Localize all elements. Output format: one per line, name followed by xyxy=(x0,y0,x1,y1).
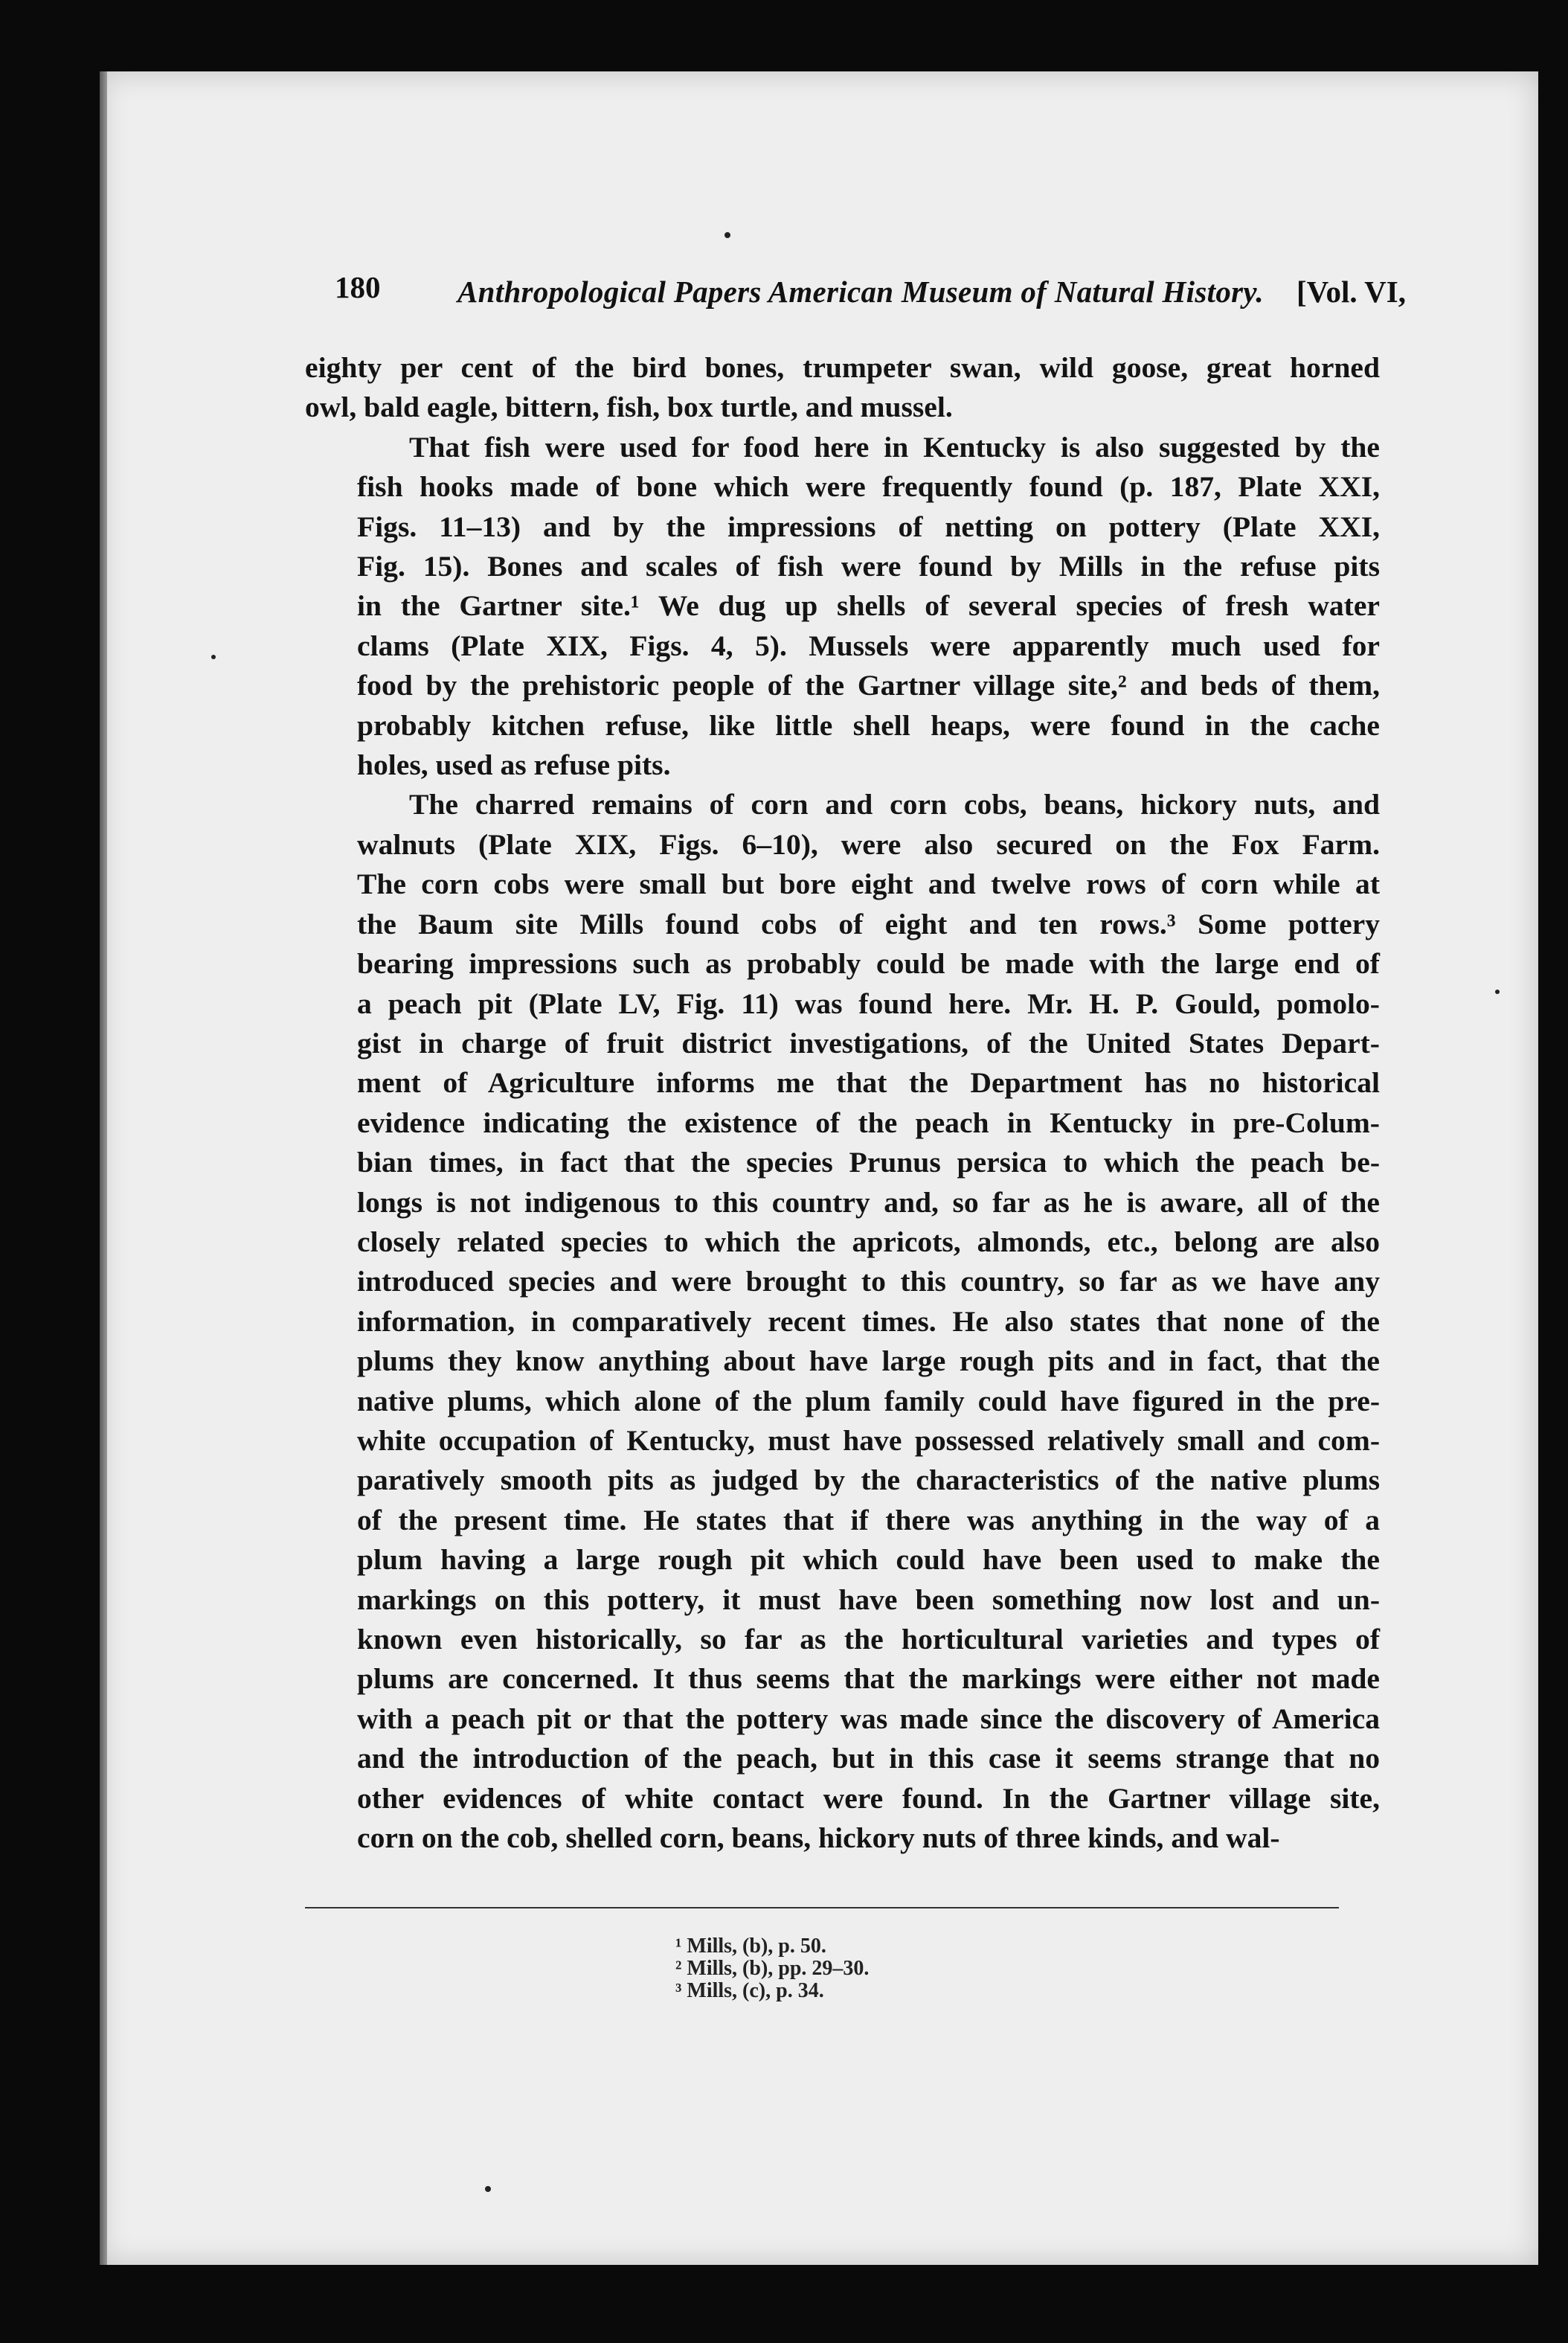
text-line: other evidences of white contact were found. In the Gartner village site, xyxy=(357,1781,1380,1815)
text-line: native plums, which alone of the plum family could have figured in the pre- xyxy=(357,1384,1380,1417)
footnote: ³ Mills, (c), p. 34. xyxy=(675,1979,824,2002)
body-text xyxy=(305,348,1380,1858)
text-line: The charred remains of corn and corn cobs, beans, hickory nuts, and xyxy=(409,788,1380,821)
text-line: clams (Plate XIX, Figs. 4, 5). Mussels were apparently much used for xyxy=(357,629,1380,662)
text-line: holes, used as refuse pits. xyxy=(357,749,671,782)
text-line: closely related species to which the apricots, almonds, etc., belong are also xyxy=(357,1225,1380,1258)
text-line: and the introduction of the peach, but in this case it seems strange that no xyxy=(357,1742,1380,1775)
text-line: longs is not indigenous to this country and, so far as he is aware, all of the xyxy=(357,1185,1380,1219)
footnotes xyxy=(675,1935,869,2002)
text-line: ment of Agriculture informs me that the Department has no historical xyxy=(357,1066,1380,1100)
text-line: the Baum site Mills found cobs of eight and ten rows.³ Some pottery xyxy=(357,907,1380,940)
text-line: plums they know anything about have large rough pits and in fact, that the xyxy=(357,1344,1380,1378)
footnote: ² Mills, (b), pp. 29–30. xyxy=(675,1957,870,1980)
running-header xyxy=(335,269,1406,314)
text-line: information, in comparatively recent times. He also states that none of the xyxy=(357,1304,1380,1338)
text-line: markings on this pottery, it must have been something now lost and un- xyxy=(357,1583,1380,1616)
page-binding-edge xyxy=(100,71,107,2265)
paragraph xyxy=(305,348,1380,428)
text-line: walnuts (Plate XIX, Figs. 6–10), were also secured on the Fox Farm. xyxy=(357,827,1380,861)
paragraph xyxy=(305,428,1380,786)
running-title: Anthropological Papers American Museum of Natural History. xyxy=(457,275,1264,309)
speck-mark xyxy=(724,232,730,238)
text-line: evidence indicating the existence of the peach in Kentucky in pre-Colum- xyxy=(357,1106,1380,1139)
text-line: food by the prehistoric people of the Gartner village site,² and beds of them, xyxy=(357,669,1380,702)
text-line: corn on the cob, shelled corn, beans, hickory nuts of three kinds, and wal- xyxy=(357,1821,1280,1855)
text-line: eighty per cent of the bird bones, trumpeter swan, wild goose, great horned xyxy=(305,351,1380,384)
speck-mark xyxy=(1495,990,1500,994)
text-line: of the present time. He states that if there was anything in the way of a xyxy=(357,1503,1380,1536)
footnote-rule xyxy=(305,1907,1339,1908)
footnote: ¹ Mills, (b), p. 50. xyxy=(675,1935,826,1958)
text-line: white occupation of Kentucky, must have possessed relatively small and com- xyxy=(357,1423,1380,1457)
text-line: owl, bald eagle, bittern, fish, box turtle, and mussel. xyxy=(305,391,953,424)
text-line: plum having a large rough pit which could have been used to make the xyxy=(357,1543,1380,1577)
text-line: with a peach pit or that the pottery was made since the discovery of America xyxy=(357,1702,1380,1735)
text-line: in the Gartner site.¹ We dug up shells of several species of fresh water xyxy=(357,589,1380,623)
text-line: paratively smooth pits as judged by the characteristics of the native plums xyxy=(357,1464,1380,1497)
speck-mark xyxy=(211,655,216,659)
text-line: a peach pit (Plate LV, Fig. 11) was found here. Mr. H. P. Gould, pomolo- xyxy=(357,987,1380,1020)
text-line: gist in charge of fruit district investigations, of the United States Depart- xyxy=(357,1026,1380,1060)
text-line: Figs. 11–13) and by the impressions of netting on pottery (Plate XXI, xyxy=(357,510,1380,543)
text-line: That fish were used for food here in Kentucky is also suggested by the xyxy=(409,430,1380,464)
volume-label: [Vol. VI, xyxy=(1297,275,1406,309)
text-line: bian times, in fact that the species Prunus persica to which the peach be- xyxy=(357,1146,1380,1179)
text-line: known even historically, so far as the horticultural varieties and types of xyxy=(357,1623,1380,1656)
text-line: Fig. 15). Bones and scales of fish were found by Mills in the refuse pits xyxy=(357,550,1380,583)
text-line: introduced species and were brought to this country, so far as we have any xyxy=(357,1265,1380,1298)
text-line: The corn cobs were small but bore eight and twelve rows of corn while at xyxy=(357,868,1380,901)
page-number: 180 xyxy=(335,270,381,304)
text-line: fish hooks made of bone which were frequently found (p. 187, Plate XXI, xyxy=(357,470,1380,504)
text-line: probably kitchen refuse, like little shell heaps, were found in the cache xyxy=(357,708,1380,742)
text-line: plums are concerned. It thus seems that the markings were either not made xyxy=(357,1662,1380,1696)
paragraph xyxy=(305,785,1380,1858)
speck-mark xyxy=(485,2186,491,2192)
text-line: bearing impressions such as probably could be made with the large end of xyxy=(357,947,1380,981)
